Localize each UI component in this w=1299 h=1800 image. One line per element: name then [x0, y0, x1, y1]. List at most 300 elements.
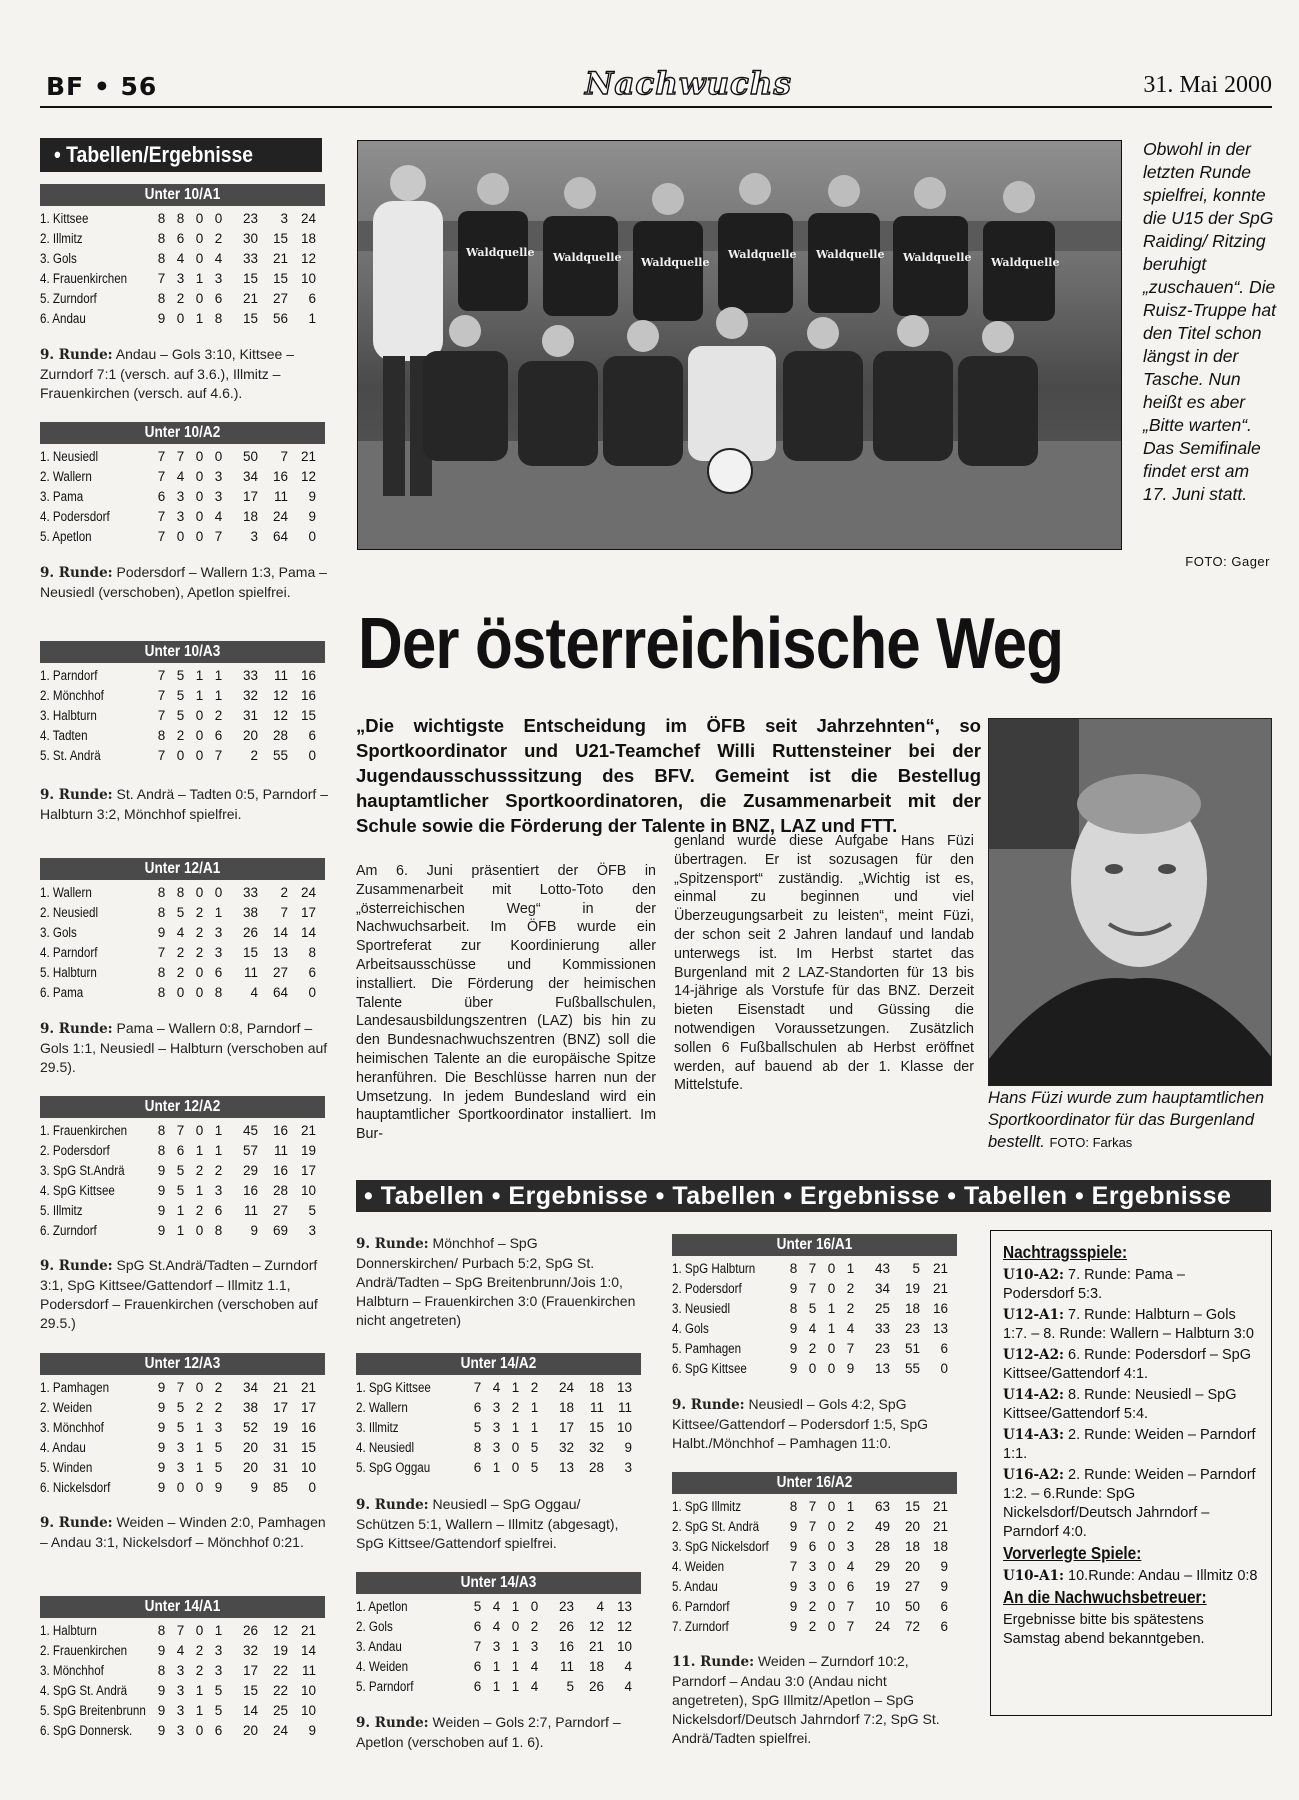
table-row [40, 706, 325, 726]
table-header: Unter 10/A1 [40, 184, 325, 206]
wins: 3 [808, 1559, 817, 1574]
goals-for: 33 [242, 885, 258, 900]
points: 18 [300, 231, 316, 246]
losses: 4 [846, 1321, 855, 1336]
wins: 5 [808, 1301, 817, 1316]
draws: 0 [827, 1361, 836, 1376]
points: 9 [940, 1579, 948, 1594]
info-item-text: 8. Runde: Neusiedl – SpG Kittsee/Gattendorf 5:4. [1003, 1387, 1237, 1422]
table-row [40, 726, 325, 746]
team-name: 4. SpG St. Andrä [40, 1683, 128, 1698]
losses: 3 [214, 1663, 223, 1678]
games: 9 [789, 1619, 798, 1634]
table-row [40, 883, 325, 903]
points: 21 [932, 1261, 948, 1276]
draws: 0 [195, 1480, 204, 1495]
draws: 0 [195, 885, 204, 900]
points: 16 [300, 688, 316, 703]
points: 15 [300, 708, 316, 723]
team-name: 4. Podersdorf [40, 509, 110, 524]
team-name: 1. Frauenkirchen [40, 1123, 128, 1138]
table-row [40, 1438, 325, 1458]
team-name: 3. Gols [40, 925, 77, 940]
info-item-text: 2. Runde: Weiden – Parndorf 1:1. [1003, 1427, 1256, 1462]
games: 7 [157, 271, 166, 286]
table-row [356, 1617, 641, 1637]
table-row [672, 1319, 957, 1339]
draws: 1 [195, 311, 204, 326]
goals-against: 14 [272, 925, 288, 940]
table-row [40, 666, 325, 686]
games: 8 [157, 1123, 166, 1138]
round-results: St. Andrä – Tadten 0:5, Parndorf – Halbturn 3:2, Mönchhof spielfrei. [40, 786, 328, 822]
page-number: BF • 56 [46, 72, 158, 101]
team-name: 3. Illmitz [356, 1420, 399, 1435]
table-row [40, 1721, 325, 1741]
team-name: 3. Mönchhof [40, 1663, 104, 1678]
team-name: 6. Pama [40, 985, 84, 1000]
losses: 1 [214, 905, 223, 920]
table-row [672, 1497, 957, 1517]
goals-against: 18 [588, 1380, 604, 1395]
games: 6 [473, 1460, 482, 1475]
points: 24 [300, 885, 316, 900]
team-name: 1. Neusiedl [40, 449, 99, 464]
table-row [40, 923, 325, 943]
team-photo [357, 140, 1122, 550]
points: 21 [932, 1519, 948, 1534]
wins: 5 [176, 1420, 185, 1435]
info-item [1003, 1386, 1259, 1424]
info-item-text: 7. Runde: Halbturn – Gols 1:7. – 8. Runde: Wallern – Halbturn 3:0 [1003, 1307, 1254, 1342]
goals-against: 22 [272, 1663, 288, 1678]
results-u12a3 [40, 1513, 330, 1552]
goals-for: 28 [874, 1539, 890, 1554]
losses: 1 [530, 1420, 539, 1435]
goals-against: 31 [272, 1460, 288, 1475]
games: 9 [157, 1380, 166, 1395]
table-row [672, 1299, 957, 1319]
goals-against: 28 [272, 728, 288, 743]
games: 7 [157, 509, 166, 524]
draws: 1 [511, 1599, 520, 1614]
goals-for: 21 [242, 291, 258, 306]
games: 7 [473, 1639, 482, 1654]
photo-caption: Obwohl in der letzten Runde spielfrei, konnte die U15 der SpG Raiding/ Ritzing beruhigt „zuschauen“. Die Ruisz-Truppe hat den Titel schon längst in der Tasche. Nun heißt es aber „Bitte warten“. Das Semifinale findet erst am 17. Juni statt. [1143, 139, 1276, 504]
table-row [40, 1201, 325, 1221]
table-row [40, 1398, 325, 1418]
losses: 5 [214, 1440, 223, 1455]
draws: 2 [195, 905, 204, 920]
table-u12a1 [40, 858, 325, 1003]
games: 7 [157, 945, 166, 960]
round-label: 9. Runde: [356, 1236, 429, 1252]
wins: 3 [492, 1400, 501, 1415]
info-item-text: 2. Runde: Weiden – Parndorf 1:2. – 6.Runde: SpG Nickelsdorf/Deutsch Jahrndorf – Parndorf 4:0. [1003, 1467, 1256, 1540]
points: 6 [940, 1341, 948, 1356]
goals-against: 25 [272, 1703, 288, 1718]
losses: 4 [846, 1559, 855, 1574]
table-u16a1 [672, 1234, 957, 1379]
losses: 5 [214, 1460, 223, 1475]
round-results: Weiden – Gols 2:7, Parndorf – Apetlon (verschoben auf 1. 6). [356, 1714, 621, 1750]
table-row [40, 943, 325, 963]
points: 13 [932, 1321, 948, 1336]
table-row [40, 487, 325, 507]
goals-against: 7 [280, 905, 288, 920]
draws: 2 [195, 945, 204, 960]
games: 7 [157, 748, 166, 763]
table-u14a2 [356, 1353, 641, 1478]
round-label: 9. Runde: [40, 1021, 113, 1037]
goals-for: 32 [558, 1440, 574, 1455]
draws: 1 [195, 1703, 204, 1718]
draws: 1 [195, 1440, 204, 1455]
table-row [40, 447, 325, 467]
round-label: 9. Runde: [40, 1515, 113, 1531]
draws: 1 [195, 688, 204, 703]
table-u10a1 [40, 184, 325, 329]
team-name: 2. Podersdorf [672, 1281, 742, 1296]
info-item-label: U14-A3: [1003, 1427, 1065, 1443]
table-row [40, 229, 325, 249]
table-row [40, 249, 325, 269]
draws: 1 [511, 1679, 520, 1694]
points: 17 [300, 1163, 316, 1178]
jersey-text: Waldquelle [728, 248, 797, 261]
wins: 3 [492, 1639, 501, 1654]
goals-for: 10 [874, 1599, 890, 1614]
portrait-credit: FOTO: Farkas [1049, 1135, 1133, 1150]
goals-for: 38 [242, 1400, 258, 1415]
draws: 1 [511, 1420, 520, 1435]
points: 16 [932, 1301, 948, 1316]
goals-against: 20 [904, 1559, 920, 1574]
table-row [672, 1279, 957, 1299]
games: 9 [157, 1480, 166, 1495]
table-row [40, 527, 325, 547]
team-name: 5. Zurndorf [40, 291, 97, 306]
goals-for: 17 [242, 489, 258, 504]
round-results: Neusiedl – Gols 4:2, SpG Kittsee/Gattendorf – Podersdorf 1:5, SpG Halbt./Mönchhof – Pamhagen 11:0. [672, 1396, 929, 1451]
goals-against: 27 [272, 965, 288, 980]
games: 6 [473, 1619, 482, 1634]
goals-for: 15 [242, 945, 258, 960]
points: 9 [308, 1723, 316, 1738]
table-row [40, 1161, 325, 1181]
goals-against: 28 [272, 1183, 288, 1198]
article-column-1: Am 6. Juni präsentiert der ÖFB in Zusammenarbeit mit Lotto-Toto den „österreichischen Weg“ in der Nachwuchsarbeit. Im ÖFB wurde ein Sportreferat zur Koordinierung aller Arbeitsausschüsse und Kommissionen installiert. Die Förderung der heimischen Talente über Fußballschulen, Landesausbildungszentren (LAZ) bis hin zu den Bundesnachwuchszentren (BNZ) soll die heimischen Talente an die europäische Spitze heranführen. Die Beschlüsse harren nun der Umsetzung. In jedem Bundesland wird ein hauptamtlicher Sportkoordinator installiert. Im Bur- [356, 863, 656, 1143]
wins: 7 [808, 1261, 817, 1276]
games: 9 [157, 1183, 166, 1198]
team-name: 6. Andau [40, 311, 86, 326]
games: 9 [157, 1723, 166, 1738]
goals-against: 16 [272, 1123, 288, 1138]
losses: 3 [214, 489, 223, 504]
draws: 0 [195, 1623, 204, 1638]
wins: 5 [176, 1163, 185, 1178]
table-u10a2 [40, 422, 325, 547]
team-name: 1. Kittsee [40, 211, 89, 226]
team-name: 2. SpG St. Andrä [672, 1519, 760, 1534]
goals-for: 30 [242, 231, 258, 246]
team-name: 4. Andau [40, 1440, 86, 1455]
games: 8 [157, 1143, 166, 1158]
table-row [40, 903, 325, 923]
table-row [672, 1339, 957, 1359]
table-row [40, 507, 325, 527]
wins: 0 [808, 1361, 817, 1376]
goals-against: 12 [588, 1619, 604, 1634]
draws: 2 [195, 1400, 204, 1415]
losses: 0 [214, 211, 223, 226]
goals-against: 16 [272, 469, 288, 484]
round-label: 9. Runde: [356, 1715, 429, 1731]
games: 9 [789, 1281, 798, 1296]
points: 10 [616, 1639, 632, 1654]
wins: 3 [492, 1420, 501, 1435]
goals-for: 26 [242, 925, 258, 940]
losses: 3 [214, 469, 223, 484]
table-row [40, 1641, 325, 1661]
wins: 6 [176, 231, 185, 246]
team-name: 4. Gols [672, 1321, 709, 1336]
draws: 2 [511, 1400, 520, 1415]
games: 9 [157, 1683, 166, 1698]
goals-for: 14 [242, 1703, 258, 1718]
points: 21 [932, 1281, 948, 1296]
goals-for: 63 [874, 1499, 890, 1514]
team-name: 2. Podersdorf [40, 1143, 110, 1158]
goals-for: 16 [242, 1183, 258, 1198]
wins: 3 [176, 271, 185, 286]
info-text-betreuer: Ergebnisse bitte bis spätestens Samstag abend bekanntgeben. [1003, 1612, 1205, 1647]
goals-for: 24 [874, 1619, 890, 1634]
goals-for: 11 [243, 965, 258, 980]
losses: 1 [214, 1123, 223, 1138]
team-name: 4. Tadten [40, 728, 88, 743]
games: 9 [157, 1163, 166, 1178]
points: 6 [308, 965, 316, 980]
losses: 1 [530, 1400, 539, 1415]
round-label: 9. Runde: [40, 565, 113, 581]
goals-against: 4 [596, 1599, 604, 1614]
draws: 1 [511, 1659, 520, 1674]
goals-for: 33 [242, 251, 258, 266]
wins: 3 [492, 1440, 501, 1455]
games: 7 [157, 688, 166, 703]
goals-against: 21 [272, 251, 288, 266]
round-label: 11. Runde: [672, 1654, 755, 1670]
wins: 0 [176, 748, 185, 763]
wins: 4 [492, 1619, 501, 1634]
team-name: 1. Pamhagen [40, 1380, 110, 1395]
table-header: Unter 12/A1 [40, 858, 325, 880]
round-label: 9. Runde: [40, 787, 113, 803]
goals-against: 55 [272, 748, 288, 763]
wins: 5 [176, 688, 185, 703]
info-item-label: U16-A2: [1003, 1467, 1065, 1483]
goals-for: 24 [558, 1380, 574, 1395]
games: 9 [157, 1420, 166, 1435]
table-row [672, 1359, 957, 1379]
losses: 4 [530, 1659, 539, 1674]
article-column-2: genland wurde diese Aufgabe Hans Füzi übertragen. Er ist sozusagen für den „Spitzensport“ zuständig. „Wichtig ist es, einmal zu beginnen und viel Überzeugungsarbeit zu leisten“, meint Füzi, der schon seit 2 Jahren landauf und landab unterwegs ist. Im Herbst startet das Burgenland mit 2 LAZ-Standorten für 13 bis 14-jährige als Vorstufe für das BNZ. Derzeit bieten Eisenstadt und Güssing die notwendigen Voraussetzungen. Zusätzlich sollen 6 Fußballschulen ab Herbst eröffnet werden, auf bauend ab der 1. Klasse der Mittelstufe. [674, 833, 974, 1094]
goals-for: 32 [242, 688, 258, 703]
info-item [1003, 1466, 1259, 1542]
table-u16a2 [672, 1472, 957, 1637]
goals-against: 11 [273, 489, 288, 504]
points: 0 [308, 529, 316, 544]
info-item-label: U10-A1: [1003, 1568, 1065, 1584]
wins: 2 [176, 965, 185, 980]
points: 10 [616, 1420, 632, 1435]
sidebar-title: • Tabellen/Ergebnisse [40, 138, 322, 172]
goals-for: 33 [874, 1321, 890, 1336]
losses: 7 [214, 748, 223, 763]
goals-for: 15 [242, 271, 258, 286]
table-u12a2 [40, 1096, 325, 1241]
goals-against: 20 [904, 1519, 920, 1534]
round-results: Andau – Gols 3:10, Kittsee – Zurndorf 7:1 (versch. auf 3.6.), Illmitz – Frauenkirchen (versch. auf 4.6.). [40, 346, 294, 401]
goals-against: 12 [272, 688, 288, 703]
games: 5 [473, 1599, 482, 1614]
table-header: Unter 16/A2 [672, 1472, 957, 1494]
points: 21 [300, 1623, 316, 1638]
games: 9 [157, 311, 166, 326]
losses: 2 [214, 1400, 223, 1415]
losses: 4 [530, 1679, 539, 1694]
wins: 7 [808, 1281, 817, 1296]
draws: 0 [827, 1599, 836, 1614]
goals-for: 13 [874, 1361, 890, 1376]
draws: 2 [195, 925, 204, 940]
round-label: 9. Runde: [356, 1497, 429, 1513]
draws: 1 [195, 1683, 204, 1698]
losses: 3 [214, 945, 223, 960]
losses: 5 [214, 1683, 223, 1698]
team-name: 1. Wallern [40, 885, 92, 900]
table-row [40, 1661, 325, 1681]
photo-credit: FOTO: Gager [1185, 554, 1270, 569]
wins: 1 [176, 1203, 185, 1218]
goals-against: 3 [280, 211, 288, 226]
jersey-text: Waldquelle [903, 251, 972, 264]
wins: 6 [808, 1539, 817, 1554]
draws: 0 [195, 748, 204, 763]
table-row [40, 963, 325, 983]
draws: 1 [195, 1183, 204, 1198]
points: 24 [300, 211, 316, 226]
losses: 2 [214, 708, 223, 723]
points: 0 [308, 985, 316, 1000]
goals-against: 15 [588, 1420, 604, 1435]
goals-against: 26 [588, 1679, 604, 1694]
table-row [672, 1557, 957, 1577]
goals-for: 32 [242, 1643, 258, 1658]
jersey-text: Waldquelle [816, 248, 885, 261]
goals-against: 11 [273, 1143, 288, 1158]
team-name: 2. Illmitz [40, 231, 83, 246]
goals-against: 2 [280, 885, 288, 900]
draws: 0 [195, 1223, 204, 1238]
losses: 6 [214, 1203, 223, 1218]
goals-for: 17 [558, 1420, 574, 1435]
games: 9 [157, 1203, 166, 1218]
losses: 2 [214, 231, 223, 246]
goals-for: 15 [242, 1683, 258, 1698]
table-row [356, 1677, 641, 1697]
draws: 1 [511, 1639, 520, 1654]
team-name: 4. Neusiedl [356, 1440, 415, 1455]
table-row [356, 1657, 641, 1677]
losses: 1 [214, 688, 223, 703]
wins: 5 [176, 1400, 185, 1415]
points: 11 [301, 1663, 316, 1678]
goals-against: 23 [904, 1321, 920, 1336]
wins: 4 [176, 925, 185, 940]
draws: 0 [195, 291, 204, 306]
games: 8 [157, 251, 166, 266]
table-row [40, 1458, 325, 1478]
results-u12a1 [40, 1019, 330, 1077]
wins: 4 [176, 251, 185, 266]
games: 8 [789, 1499, 798, 1514]
wins: 0 [176, 529, 185, 544]
team-name: 3. SpG Nickelsdorf [672, 1539, 769, 1554]
points: 21 [300, 1380, 316, 1395]
draws: 0 [195, 1123, 204, 1138]
losses: 8 [214, 1223, 223, 1238]
table-header: Unter 10/A2 [40, 422, 325, 444]
points: 6 [308, 291, 316, 306]
goals-against: 12 [272, 708, 288, 723]
table-row [356, 1398, 641, 1418]
table-row [356, 1418, 641, 1438]
round-label: 9. Runde: [40, 347, 113, 363]
losses: 2 [846, 1301, 855, 1316]
results-u14a3 [356, 1713, 641, 1752]
goals-for: 52 [242, 1420, 258, 1435]
games: 8 [157, 985, 166, 1000]
goals-against: 16 [272, 1163, 288, 1178]
team-name: 2. Wallern [40, 469, 92, 484]
goals-for: 43 [874, 1261, 890, 1276]
losses: 8 [214, 311, 223, 326]
team-name: 5. Andau [672, 1579, 718, 1594]
table-header: Unter 10/A3 [40, 641, 325, 663]
losses: 6 [846, 1579, 855, 1594]
draws: 0 [827, 1619, 836, 1634]
games: 7 [157, 668, 166, 683]
table-header: Unter 16/A1 [672, 1234, 957, 1256]
wins: 6 [176, 1143, 185, 1158]
draws: 0 [195, 489, 204, 504]
losses: 4 [214, 251, 223, 266]
draws: 1 [827, 1301, 836, 1316]
info-item [1003, 1266, 1259, 1304]
goals-against: 55 [904, 1361, 920, 1376]
draws: 0 [195, 708, 204, 723]
draws: 2 [195, 1643, 204, 1658]
losses: 2 [846, 1281, 855, 1296]
results-u12a2 [40, 1256, 330, 1333]
header-rule [40, 106, 1272, 108]
goals-against: 27 [272, 1203, 288, 1218]
goals-against: 24 [272, 509, 288, 524]
goals-for: 18 [242, 509, 258, 524]
games: 5 [473, 1420, 482, 1435]
